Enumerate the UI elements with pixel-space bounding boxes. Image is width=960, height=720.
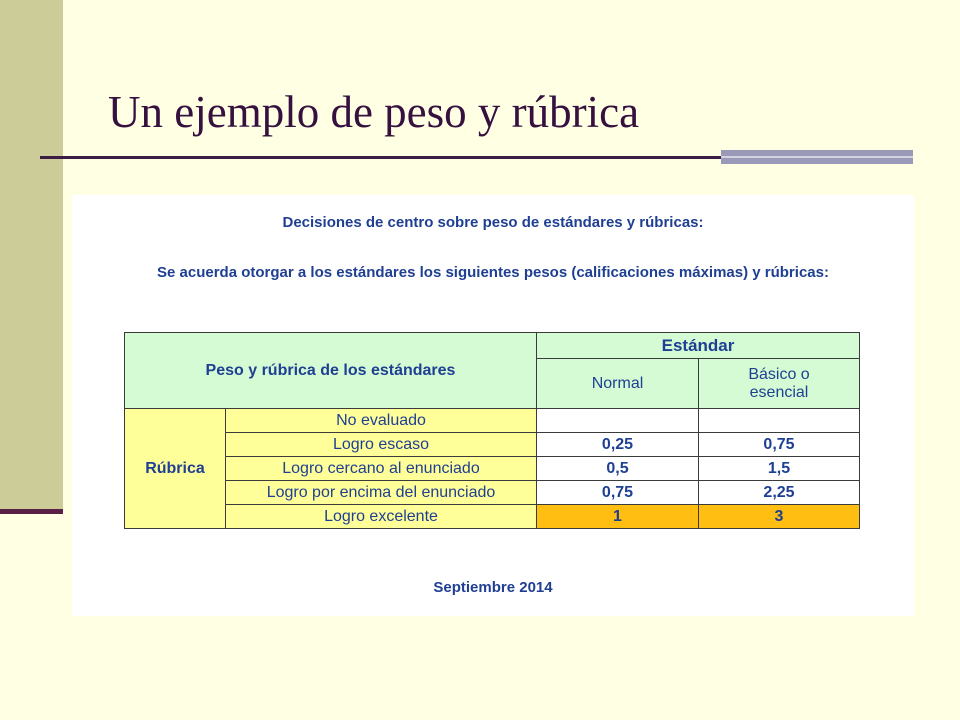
title-underline-accent bbox=[721, 150, 913, 164]
left-accent-bar bbox=[0, 0, 63, 510]
rubric-table bbox=[124, 332, 860, 529]
table-row-label: Logro excelente bbox=[226, 505, 537, 529]
table-row-group-rubrica: Rúbrica bbox=[125, 409, 226, 529]
table-row-label: No evaluado bbox=[226, 409, 537, 433]
table-cell-normal: 0,5 bbox=[537, 457, 699, 481]
table-header-estandar: Estándar bbox=[537, 333, 860, 359]
left-accent-line bbox=[0, 509, 63, 514]
table-cell-basico: 2,25 bbox=[699, 481, 860, 505]
embedded-figure bbox=[72, 195, 914, 616]
table-cell-normal: 0,75 bbox=[537, 481, 699, 505]
table-cell-normal: 0,25 bbox=[537, 433, 699, 457]
figure-footer-date: Septiembre 2014 bbox=[433, 579, 553, 596]
table-header-normal: Normal bbox=[537, 359, 699, 409]
table-header-basico: Básico o esencial bbox=[699, 359, 860, 409]
table-header-left: Peso y rúbrica de los estándares bbox=[125, 333, 537, 409]
figure-subheading: Se acuerda otorgar a los estándares los siguientes pesos (calificaciones máximas) y rúbricas: bbox=[157, 264, 829, 281]
figure-heading: Decisiones de centro sobre peso de estándares y rúbricas: bbox=[282, 214, 704, 231]
table-row-label: Logro cercano al enunciado bbox=[226, 457, 537, 481]
table-cell-normal bbox=[537, 409, 699, 433]
table-cell-normal-highlight: 1 bbox=[537, 505, 699, 529]
table-cell-basico bbox=[699, 409, 860, 433]
table-cell-basico-highlight: 3 bbox=[699, 505, 860, 529]
slide-title: Un ejemplo de peso y rúbrica bbox=[108, 87, 640, 137]
table-row-label: Logro por encima del enunciado bbox=[226, 481, 537, 505]
table-cell-basico: 1,5 bbox=[699, 457, 860, 481]
table-row-label: Logro escaso bbox=[226, 433, 537, 457]
table-cell-basico: 0,75 bbox=[699, 433, 860, 457]
